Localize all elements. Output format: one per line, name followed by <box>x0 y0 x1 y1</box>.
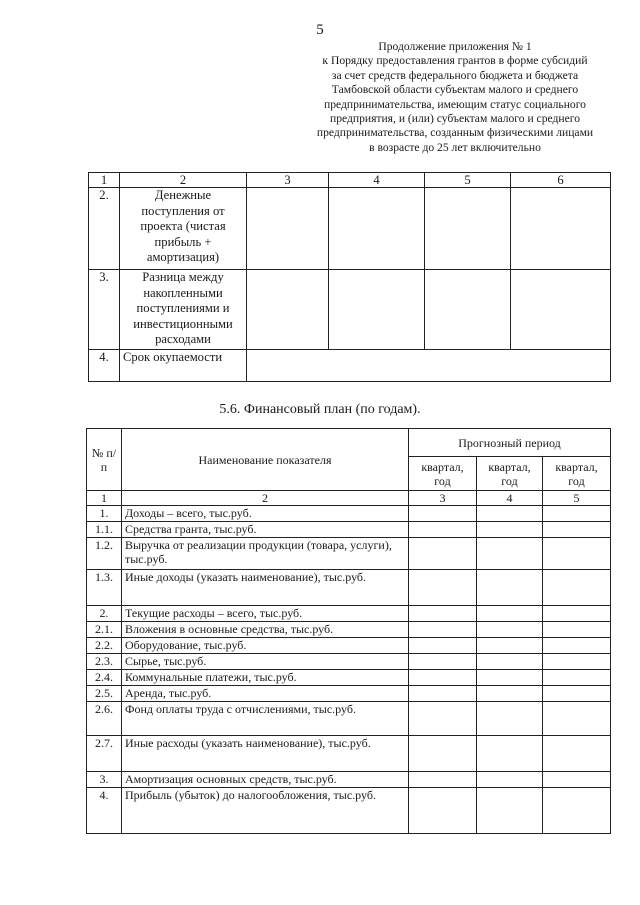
table-row <box>89 350 611 382</box>
table-row <box>87 538 611 570</box>
table-row <box>87 736 611 772</box>
empty-cell <box>409 670 477 686</box>
table-row <box>89 188 611 270</box>
header-cell: 2 <box>122 491 409 506</box>
row-number: 2.7. <box>87 736 122 772</box>
header-cell: 3 <box>409 491 477 506</box>
row-label: Денежные поступления от проекта (чистая прибыль + амортизация) <box>120 188 247 270</box>
table-row <box>87 788 611 834</box>
row-label: Амортизация основных средств, тыс.руб. <box>122 772 409 788</box>
empty-cell <box>477 538 543 570</box>
table-header-row <box>89 173 611 188</box>
table-row <box>87 622 611 638</box>
empty-cell <box>543 506 611 522</box>
header-line: за счет средств федерального бюджета и бюджета <box>331 68 579 82</box>
empty-cell <box>409 686 477 702</box>
row-label: Выручка от реализации продукции (товара, услуги), тыс.руб. <box>122 538 409 570</box>
row-number: 1. <box>87 506 122 522</box>
table-row <box>87 570 611 606</box>
empty-cell <box>511 188 611 270</box>
row-number: 1.1. <box>87 522 122 538</box>
header-line: к Порядку предоставления грантов в форме субсидий <box>322 54 588 68</box>
empty-cell <box>543 538 611 570</box>
empty-cell <box>409 772 477 788</box>
empty-cell <box>409 570 477 606</box>
row-label: Аренда, тыс.руб. <box>122 686 409 702</box>
row-label: Коммунальные платежи, тыс.руб. <box>122 670 409 686</box>
table-row <box>87 772 611 788</box>
empty-cell <box>477 702 543 736</box>
row-number: 1.3. <box>87 570 122 606</box>
row-label: Иные доходы (указать наименование), тыс.руб. <box>122 570 409 606</box>
header-cell: 3 <box>247 173 329 188</box>
table-row <box>87 654 611 670</box>
header-line: предпринимательства, имеющим статус социального <box>324 97 586 111</box>
empty-cell <box>409 606 477 622</box>
row-number: 4. <box>89 350 120 382</box>
empty-cell <box>477 654 543 670</box>
empty-cell <box>409 506 477 522</box>
empty-cell <box>477 670 543 686</box>
empty-cell <box>477 736 543 772</box>
empty-cell <box>477 788 543 834</box>
empty-cell <box>477 686 543 702</box>
row-number: 1.2. <box>87 538 122 570</box>
row-label: Текущие расходы – всего, тыс.руб. <box>122 606 409 622</box>
empty-cell <box>543 654 611 670</box>
table-row <box>89 270 611 350</box>
row-number: 3. <box>89 270 120 350</box>
header-cell: 5 <box>425 173 511 188</box>
empty-cell <box>477 522 543 538</box>
table-header-row <box>87 429 611 457</box>
table-row <box>87 670 611 686</box>
empty-cell <box>409 622 477 638</box>
row-label: Прибыль (убыток) до налогообложения, тыс.руб. <box>122 788 409 834</box>
empty-cell <box>247 270 329 350</box>
section-title: 5.6. Финансовый план (по годам). <box>219 402 421 417</box>
empty-cell <box>511 270 611 350</box>
empty-cell <box>409 702 477 736</box>
empty-cell <box>329 188 425 270</box>
empty-cell <box>425 188 511 270</box>
empty-cell <box>409 654 477 670</box>
empty-cell <box>409 788 477 834</box>
row-label: Срок окупаемости <box>120 350 247 382</box>
header-line: предприятия, и (или) субъектам малого и среднего <box>329 112 580 126</box>
forecast-period-header: Прогнозный период <box>409 429 611 457</box>
row-label: Разница между накопленными поступлениями и инвестиционными расходами <box>120 270 247 350</box>
empty-cell <box>543 702 611 736</box>
empty-cell <box>329 270 425 350</box>
table-row <box>87 522 611 538</box>
row-label: Иные расходы (указать наименование), тыс.руб. <box>122 736 409 772</box>
empty-cell <box>409 736 477 772</box>
row-number: 2.5. <box>87 686 122 702</box>
table-row <box>87 638 611 654</box>
empty-cell <box>477 506 543 522</box>
empty-cell <box>409 638 477 654</box>
header-cell: 1 <box>89 173 120 188</box>
row-number: 2.6. <box>87 702 122 736</box>
empty-cell <box>543 622 611 638</box>
empty-cell <box>409 538 477 570</box>
header-cell: 5 <box>543 491 611 506</box>
row-label: Средства гранта, тыс.руб. <box>122 522 409 538</box>
header-line: Продолжение приложения № 1 <box>378 40 532 53</box>
period-header: квартал, год <box>409 457 477 491</box>
page-number: 5 <box>316 22 324 38</box>
empty-cell <box>543 670 611 686</box>
header-cell: 4 <box>329 173 425 188</box>
empty-cell <box>409 522 477 538</box>
empty-cell <box>247 350 611 382</box>
appendix-header <box>290 40 620 155</box>
col-name-header: Наименование показателя <box>122 429 409 491</box>
table-row <box>87 506 611 522</box>
row-label: Вложения в основные средства, тыс.руб. <box>122 622 409 638</box>
header-line: в возрасте до 25 лет включительно <box>369 140 541 154</box>
header-line: Тамбовской области субъектам малого и среднего <box>331 83 579 97</box>
empty-cell <box>543 736 611 772</box>
empty-cell <box>477 638 543 654</box>
financial-plan-table <box>86 428 611 834</box>
row-label: Доходы – всего, тыс.руб. <box>122 506 409 522</box>
empty-cell <box>247 188 329 270</box>
empty-cell <box>425 270 511 350</box>
row-number: 2.1. <box>87 622 122 638</box>
empty-cell <box>543 788 611 834</box>
row-number: 4. <box>87 788 122 834</box>
empty-cell <box>543 570 611 606</box>
project-indicators-table <box>88 172 611 382</box>
empty-cell <box>543 522 611 538</box>
row-label: Фонд оплаты труда с отчислениями, тыс.руб. <box>122 702 409 736</box>
header-cell: 1 <box>87 491 122 506</box>
row-number: 2. <box>89 188 120 270</box>
header-cell: 2 <box>120 173 247 188</box>
table-row <box>87 686 611 702</box>
header-cell: 6 <box>511 173 611 188</box>
period-header: квартал, год <box>477 457 543 491</box>
empty-cell <box>477 772 543 788</box>
empty-cell <box>477 606 543 622</box>
table-row <box>87 702 611 736</box>
row-number: 2.2. <box>87 638 122 654</box>
header-cell: 4 <box>477 491 543 506</box>
empty-cell <box>543 638 611 654</box>
table-row <box>87 606 611 622</box>
col-number-header: № п/п <box>87 429 122 491</box>
row-number: 2.4. <box>87 670 122 686</box>
row-number: 2.3. <box>87 654 122 670</box>
empty-cell <box>477 622 543 638</box>
empty-cell <box>543 772 611 788</box>
period-header: квартал, год <box>543 457 611 491</box>
row-label: Оборудование, тыс.руб. <box>122 638 409 654</box>
table-header-row <box>87 491 611 506</box>
row-number: 2. <box>87 606 122 622</box>
header-line: предпринимательства, созданным физическими лицами <box>316 126 594 140</box>
row-label: Сырье, тыс.руб. <box>122 654 409 670</box>
row-number: 3. <box>87 772 122 788</box>
empty-cell <box>477 570 543 606</box>
empty-cell <box>543 686 611 702</box>
empty-cell <box>543 606 611 622</box>
